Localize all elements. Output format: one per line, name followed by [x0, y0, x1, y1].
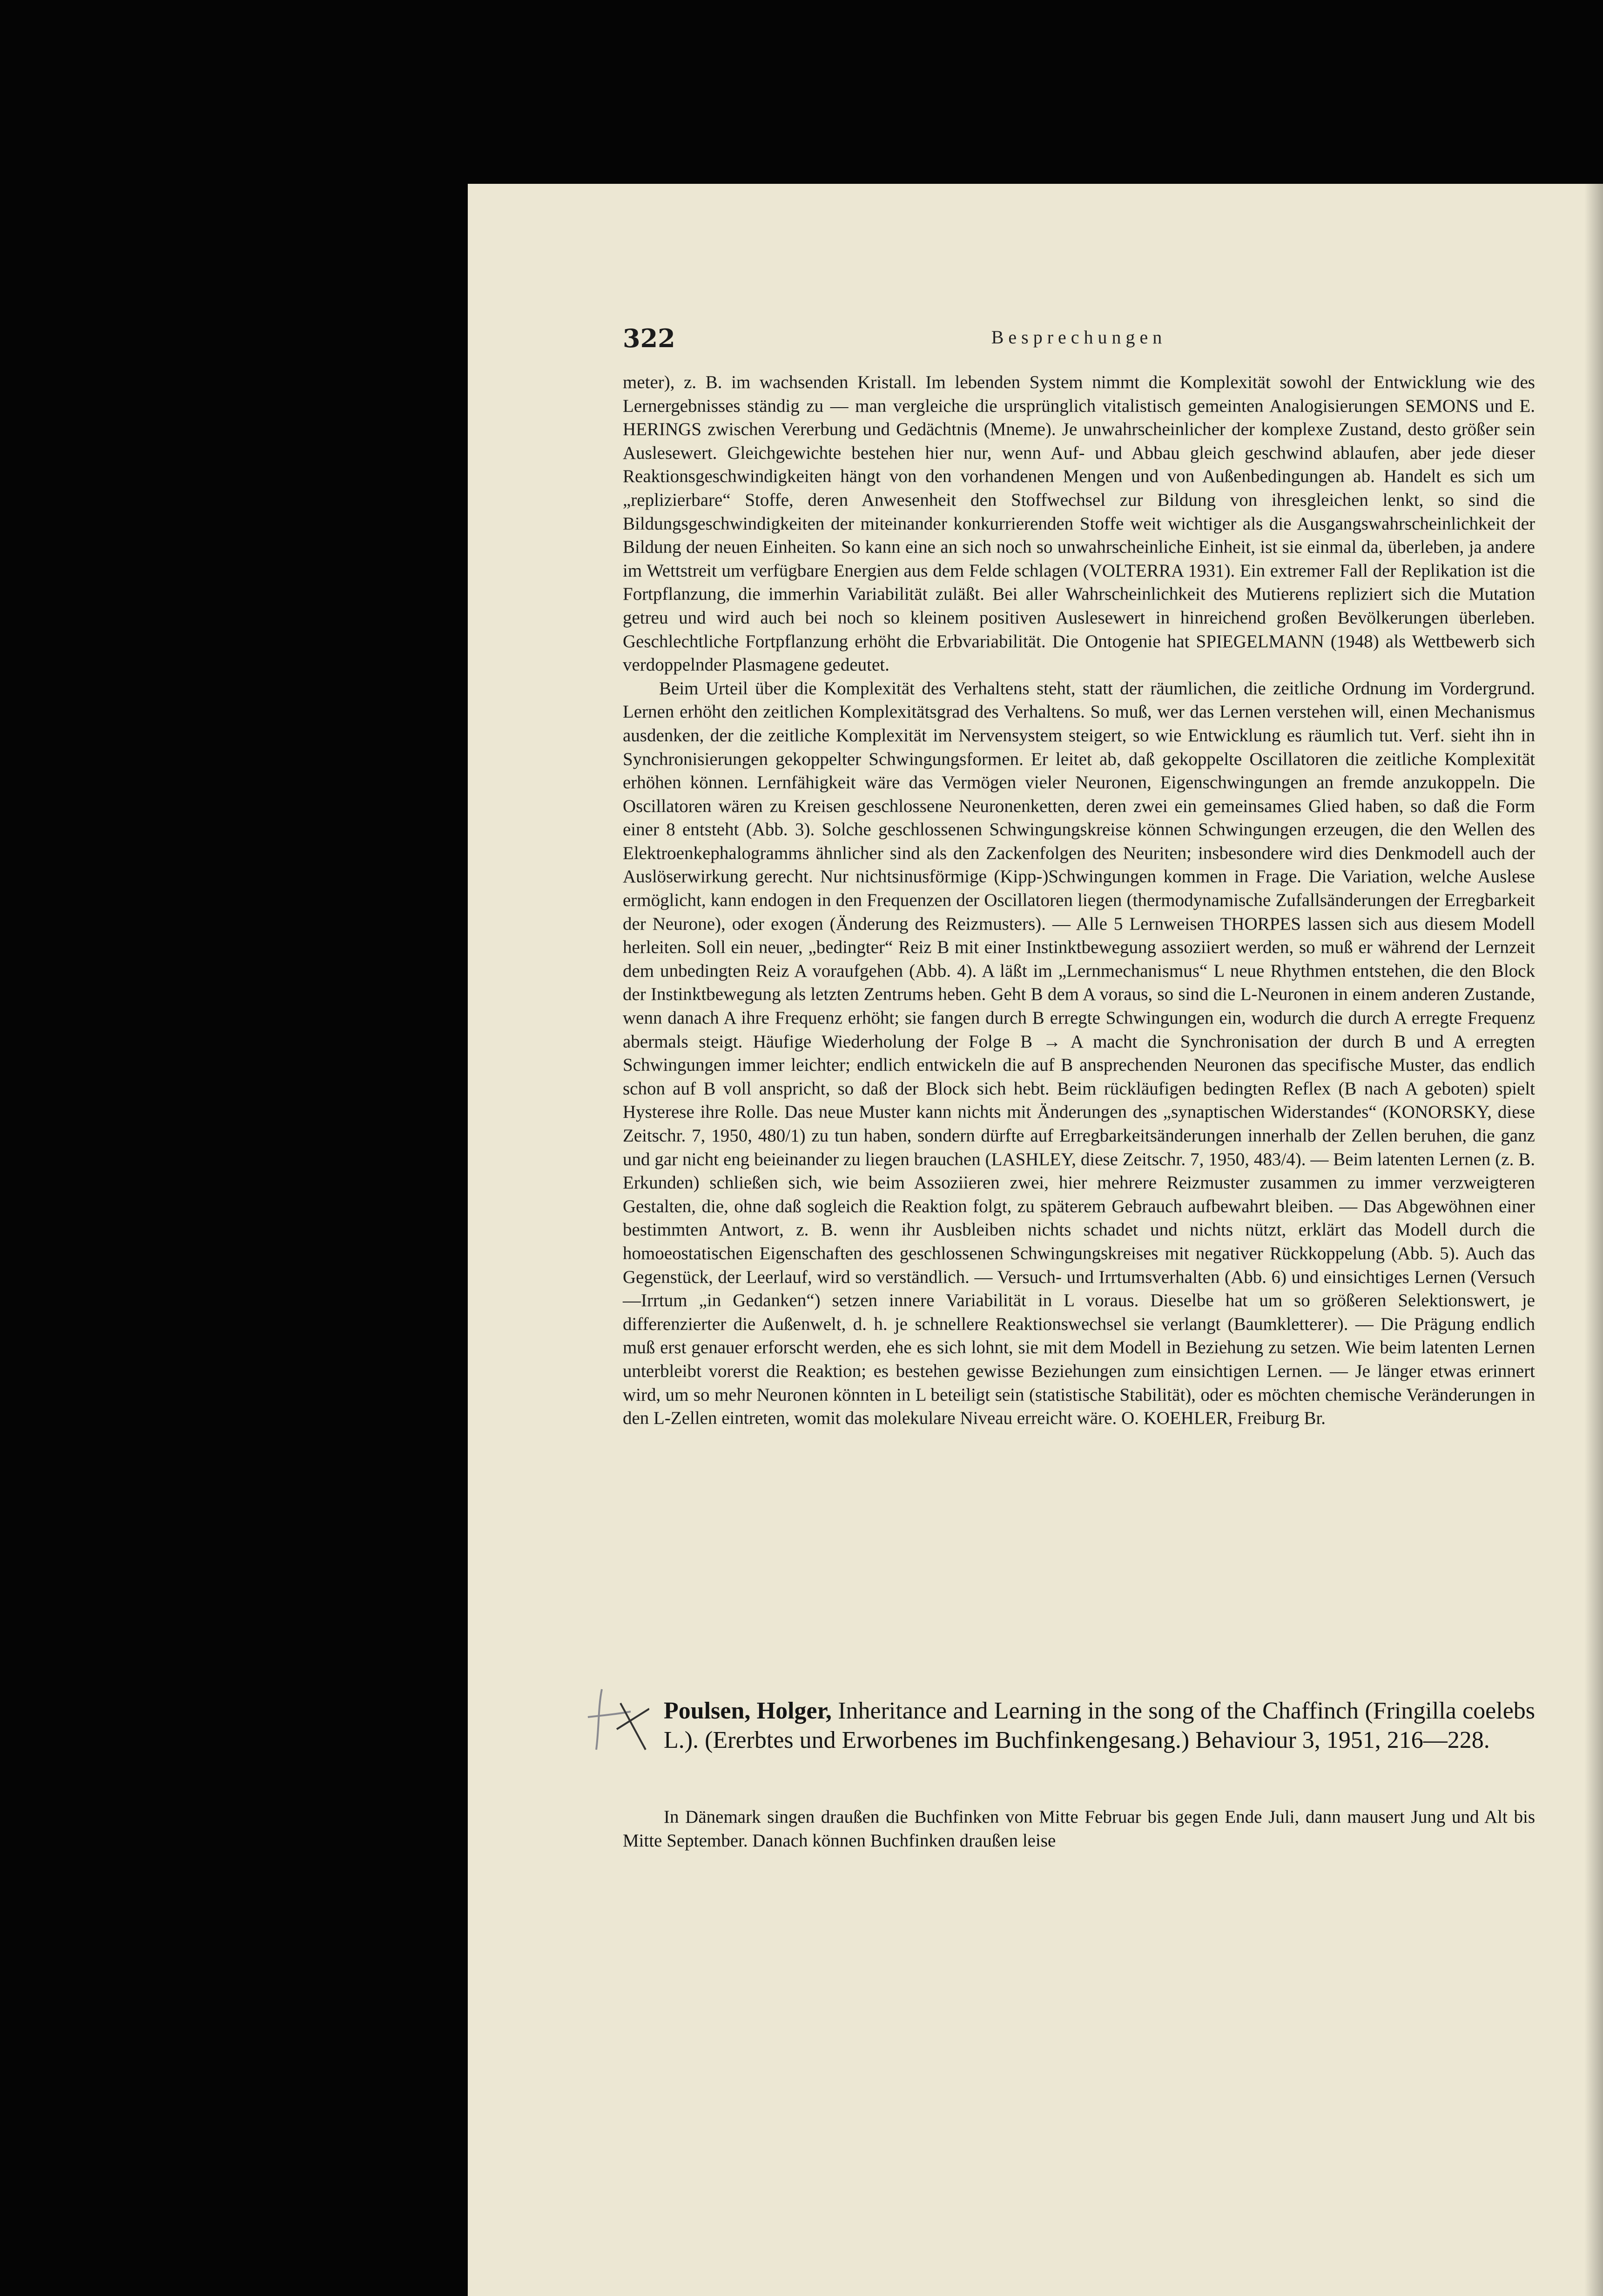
page-edge-shadow: [1584, 184, 1603, 2296]
entry-citation: Inheritance and Learning in the song of the Chaffinch (Fringilla coelebs L.). (Ererbtes und Erworbenes im Buchfinkengesang.) Behaviour 3, 1951, 216—228.: [664, 1698, 1536, 1753]
review-paragraph-1: meter), z. B. im wachsenden Kristall. Im lebenden System nimmt die Komplexität sowohl der Entwicklung wie des Lernergebnisses ständig zu — man vergleiche die ursprünglich vitalistisch gemeinten Analogisierungen SEMONS und E. HERINGS zwischen Vererbung und Gedächtnis (Mneme). Je unwahrscheinlicher der komplexe Zustand, desto größer sein Auslesewert. Gleichgewichte bestehen hier nur, wenn Auf- und Abbau gleich geschwind ablaufen, aber jede dieser Reaktionsgeschwindigkeiten hängt von den vorhandenen Mengen und von Außenbedingungen ab. Handelt es sich um „replizierbare“ Stoffe, deren Anwesenheit den Stoffwechsel zur Bildung von ihresgleichen lenkt, so sind die Bildungsgeschwindigkeiten der miteinander konkurrierenden Stoffe weit wichtiger als die Ausgangswahrscheinlichkeit der Bildung der neuen Einheiten. So kann eine an sich noch so unwahrscheinliche Einheit, ist sie einmal da, überleben, ja andere im Wettstreit um verfügbare Energien aus dem Felde schlagen (VOLTERRA 1931). Ein extremer Fall der Replikation ist die Fortpflanzung, die immerhin Variabilität zuläßt. Bei aller Wahrscheinlichkeit des Mutierens repliziert sich die Mutation getreu und wird auch bei noch so kleinem positiven Auslesewert in hinreichend großen Bevölkerungen überleben. Geschlechtliche Fortpflanzung erhöht die Erbvariabilität. Die Ontogenie hat SPIEGELMANN (1948) als Wettbewerb sich verdoppelnder Plasmagene gedeutet.: [623, 372, 1535, 675]
entry-author: Poulsen, Holger,: [664, 1698, 832, 1724]
next-review-entry: [623, 1696, 1536, 1851]
running-head: Besprechungen: [991, 327, 1167, 348]
page-header: [623, 323, 1535, 361]
entry-paragraph: In Dänemark singen draußen die Buchfinken von Mitte Februar bis gegen Ende Juli, dann mausert Jung und Alt bis Mitte September. Danach können Buchfinken draußen leise: [623, 1807, 1535, 1851]
review-paragraph-2: Beim Urteil über die Komplexität des Verhaltens steht, statt der räumlichen, die zeitliche Ordnung im Vordergrund. Lernen erhöht den zeitlichen Komplexitätsgrad des Verhaltens. So muß, wer das Lernen verstehen will, einen Mechanismus ausdenken, der die zeitliche Komplexität im Nervensystem steigert, so wie Entwicklung es räumlich tut. Verf. sieht ihn in Synchronisierungen gekoppelter Schwingungsformen. Er leitet ab, daß gekoppelte Oscillatoren die zeitliche Komplexität erhöhen können. Lernfähigkeit wäre das Vermögen vieler Neuronen, Eigenschwingungen an fremde anzukoppeln. Die Oscillatoren wären zu Kreisen geschlossene Neuronenketten, deren zwei ein gemeinsames Glied haben, so daß die Form einer 8 entsteht (Abb. 3). Solche geschlossenen Schwingungskreise können Schwingungen erzeugen, die den Wellen des Elektroenkephalogramms ähnlicher sind als den Zackenfolgen des Neuriten; insbesondere wird dies Denkmodell auch der Auslöserwirkung gerecht. Nur nichtsinusförmige (Kipp-)Schwingungen kommen in Frage. Die Variation, welche Auslese ermöglicht, kann endogen in den Frequenzen der Oscillatoren liegen (thermodynamische Zufallsänderungen der Erregbarkeit der Neurone), oder exogen (Änderung des Reizmusters). — Alle 5 Lernweisen THORPES lassen sich aus diesem Modell herleiten. Soll ein neuer, „bedingter“ Reiz B mit einer Instinktbewegung assoziiert werden, so muß er während der Lernzeit dem unbedingten Reiz A voraufgehen (Abb. 4). A läßt im „Lernmechanismus“ L neue Rhythmen entstehen, die den Block der Instinktbewegung als letzten Zentrums heben. Geht B dem A voraus, so sind die L-Neuronen in einem anderen Zustande, wenn danach A ihre Frequenz erhöht; sie fangen durch B erregte Schwingungen ein, wodurch die durch A erregte Frequenz abermals steigt. Häufige Wiederholung der Folge B → A macht die Synchronisation der durch B und A erregten Schwingungen immer leichter; endlich entwickeln die auf B ansprechenden Neuronen das specifische Muster, das endlich schon auf B voll anspricht, so daß der Block sich hebt. Beim rückläufigen bedingten Reflex (B nach A geboten) spielt Hysterese ihre Rolle. Das neue Muster kann nichts mit Änderungen des „synaptischen Widerstandes“ (KONORSKY, diese Zeitschr. 7, 1950, 480/1) zu tun haben, sondern dürfte auf Erregbarkeitsänderungen innerhalb der Zellen beruhen, die ganz und gar nicht eng beieinander zu liegen brauchen (LASHLEY, diese Zeitschr. 7, 1950, 483/4). — Beim latenten Lernen (z. B. Erkunden) schließen sich, wie beim Assoziieren zwei, hier mehrere Reizmuster zusammen zu immer verzweigteren Gestalten, die, ohne daß sogleich die Reaktion folgt, zu späterem Gebrauch aufbewahrt bleiben. — Das Abgewöhnen einer bestimmten Antwort, z. B. wenn ihr Ausbleiben nichts schadet und nichts nützt, erklärt das Modell durch die homoeostatischen Eigenschaften des geschlossenen Schwingungskreises mit negativer Rückkoppelung (Abb. 5). Auch das Gegenstück, der Leerlauf, wird so verständlich. — Versuch- und Irrtumsverhalten (Abb. 6) und einsichtiges Lernen (Versuch—Irrtum „in Gedanken“) setzen innere Variabilität in L voraus. Dieselbe hat um so größeren Selektionswert, je differenzierter die Außenwelt, d. h. je schnellere Reaktionswechsel sie verlangt (Baumkletterer). — Die Prägung endlich muß erst genauer erforscht werden, ehe es sich lohnt, sie mit dem Modell in Beziehung zu setzen. Wie beim latenten Lernen unterbleibt vorerst die Reaktion; es bestehen gewisse Beziehungen zum einsichtigen Lernen. — Je länger etwas erinnert wird, um so mehr Neuronen könnten in L beteiligt sein (statistische Stabilität), oder es möchten chemische Veränderungen in den L-Zellen eintreten, womit das molekulare Niveau erreicht wäre. O. KOEHLER, Freiburg Br.: [623, 678, 1535, 1429]
entry-body: [623, 1806, 1535, 1853]
review-body: [623, 371, 1535, 1430]
page-number: 322: [623, 323, 675, 353]
entry-heading: [664, 1696, 1535, 1755]
handwritten-cross-mark-icon: [584, 1685, 649, 1754]
paper-page: [468, 184, 1603, 2296]
